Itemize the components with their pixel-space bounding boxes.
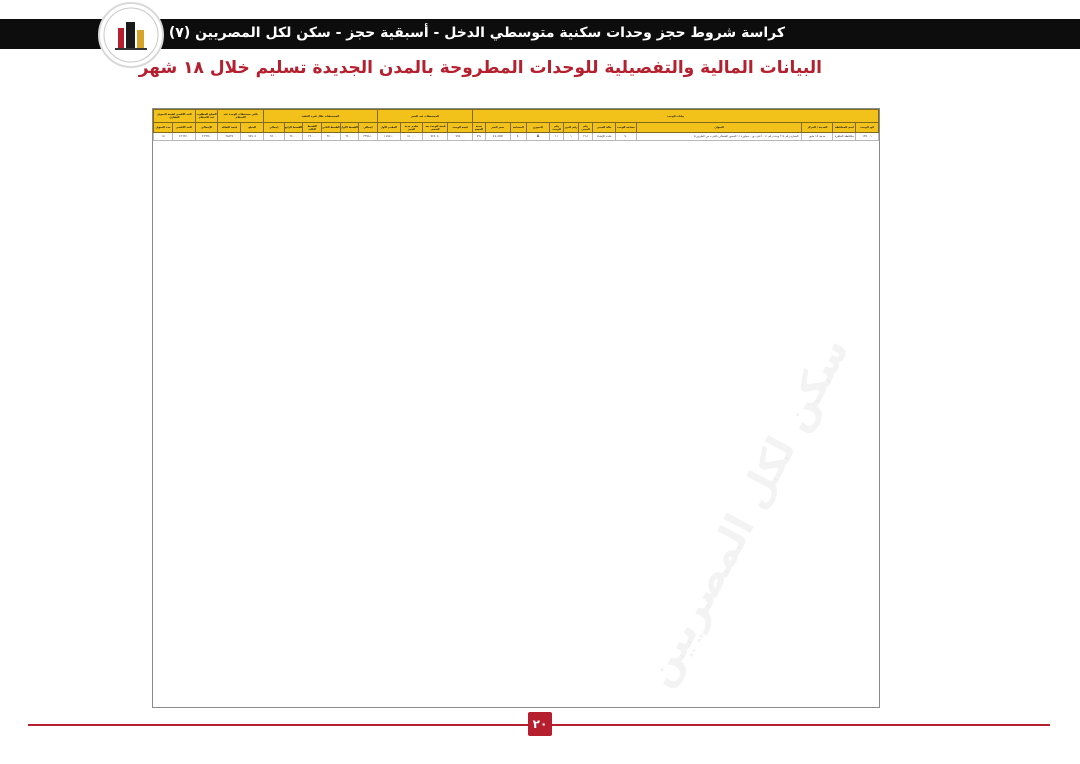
table-cell: 11,100 <box>485 133 510 141</box>
table-cell: %٥ <box>473 133 486 141</box>
table-cell: ٢٤٠٠٠ <box>321 133 340 141</box>
column-header: رقم الدور <box>564 123 578 133</box>
column-header: المقدم الأول <box>377 123 400 133</box>
table-cell: ٢٤٠٠٠ <box>303 133 322 141</box>
column-header: مقدم جدية الحجز <box>400 123 423 133</box>
table-group-header-row <box>154 110 879 123</box>
table-row <box>154 133 879 141</box>
table-cell: ٩٠ <box>510 133 527 141</box>
group-header: باقي مستحقات الوحدة عند الاستلام <box>218 110 264 123</box>
table-cell: ١٥٠٠٠٠ <box>400 133 423 141</box>
column-header: القسط الرابع <box>284 123 303 133</box>
group-header: المستحقات خلال فترة التنفيذ <box>263 110 377 123</box>
table-cell: ٩٩٩٠٠٠ <box>448 133 473 141</box>
page-number: ٢٠ <box>528 712 552 736</box>
column-header: نسبة الخصم <box>473 123 486 133</box>
group-header: الحد الأقصى لقيمة التمويل العقاري <box>154 110 196 123</box>
table-cell: ٩٠ <box>616 133 637 141</box>
units-table-sheet <box>152 108 880 708</box>
table-cell: ٦٨٥٣٥ <box>218 133 241 141</box>
table-cell: ١٥ <box>154 133 173 141</box>
column-header: قيمة الوحدة بعد الخصم <box>423 123 448 133</box>
logo-emblem-icon <box>100 4 162 66</box>
document-title: كراسة شروط حجز وحدات سكنية متوسطي الدخل - أسبقية حجز - سكن لكل المصريين (٧) <box>168 25 785 41</box>
column-header: إجمالي <box>359 123 378 133</box>
column-header: قيمة التعاقد <box>218 123 241 133</box>
column-header: رقم الوحدة <box>549 123 563 133</box>
column-header: مساحة الوحدة <box>616 123 637 133</box>
table-cell: A <box>527 133 550 141</box>
table-cell: ٢٤٠٠٠ <box>340 133 359 141</box>
table-cell: ١٣٥٠٠١ <box>856 133 879 141</box>
table-cell: ١١ <box>549 133 563 141</box>
group-header: المبلغ المطلوب عند الاستلام <box>195 110 218 123</box>
column-header: المدينة / المركز <box>802 123 833 133</box>
table-cell: ٣٣٩٨١٠ <box>359 133 378 141</box>
table-cell: ٤٦٦٢٤٠ <box>172 133 195 141</box>
table-cell: مدينة ١٥ مايو <box>802 133 833 141</box>
column-header: حالة المبنى <box>593 123 616 133</box>
table-cell: ٢٤٠٠٠ <box>284 133 303 141</box>
table-body <box>154 133 879 141</box>
table-cell: ٩٤٩٠٥ <box>241 133 264 141</box>
table-cell: ٤٦٦٢٤٠ <box>195 133 218 141</box>
table-column-header-row <box>154 123 879 133</box>
column-header: الحد الأقصى <box>172 123 195 133</box>
column-header: القسط الثاني <box>321 123 340 133</box>
table-cell: محافظة القاهرة <box>833 133 856 141</box>
group-header: المستحقات عند الحجز <box>377 110 472 123</box>
table-cell: ١ <box>564 133 578 141</box>
page-subtitle: البيانات المالية والتفصيلية للوحدات المطروحة بالمدن الجديدة تسليم خلال ١٨ شهر <box>138 58 822 78</box>
column-header: المبلغ <box>241 123 264 133</box>
table-cell: ٢١٨ <box>578 133 592 141</box>
units-table <box>153 109 879 141</box>
column-header: العنوان <box>636 123 802 133</box>
column-header: القسط الأول <box>340 123 359 133</box>
column-header: الإجمالي <box>195 123 218 133</box>
column-header: مدة التمويل <box>154 123 173 133</box>
table-cell: العمارة رقم ٢١٨ وحدة رقم ١١ - أعلى دور - مجاورة ١١ المحور الشمالي بالقرب من الطريق A <box>636 133 802 141</box>
column-header: قيمة الوحدة <box>448 123 473 133</box>
column-header: رقم المبنى <box>578 123 592 133</box>
watermark: سكن لكل المصريين <box>635 330 859 694</box>
column-header: كود الوحدة <box>856 123 879 133</box>
column-header: القسط الثالث <box>303 123 322 133</box>
table-cell: تحت الإنشاء <box>593 133 616 141</box>
column-header: النموذج <box>527 123 550 133</box>
column-header: إجمالي <box>263 123 284 133</box>
column-header: سعر المتر <box>485 123 510 133</box>
table-cell: ١٨٩٨١٠ <box>377 133 400 141</box>
table-cell: ٩٤٩٠٥٠ <box>423 133 448 141</box>
column-header: اسم المحافظة <box>833 123 856 133</box>
table-cell: ٩٦٠٠٠ <box>263 133 284 141</box>
group-header: بيانات الوحدة <box>473 110 879 123</box>
column-header: المساحة <box>510 123 527 133</box>
